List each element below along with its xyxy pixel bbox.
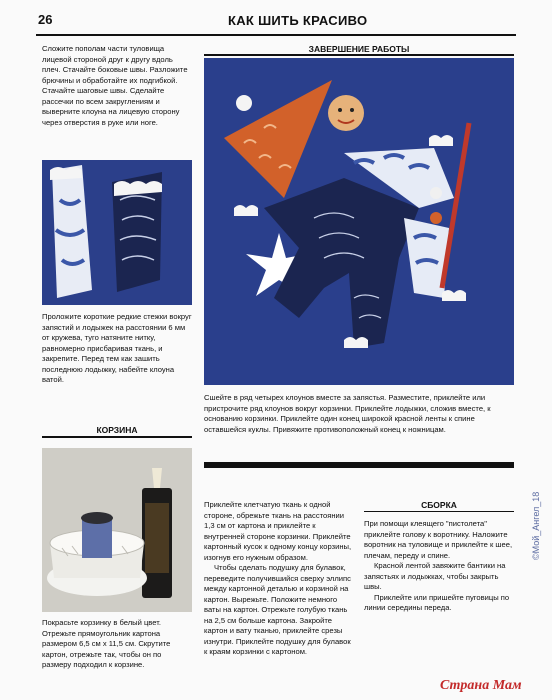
- sborka-paragraph-3: Приклейте или пришейте пуговицы по линии середины переда.: [364, 592, 510, 612]
- cushion-paragraph-2: Чтобы сделать подушку для булавок, переведите получившийся сверху эллипс между картонной деталью и корзиной на картон. Вырежьте. Положите немного ваты на картон. Отрежьте голубую ткань на 2,5 см больше картона. Закройте картон и вату тканью, приклейте срезы изнутри. Приклейте подушку для булавок к краям корзинки с картоном.: [204, 563, 351, 656]
- cushion-text: [204, 500, 354, 658]
- page-number: 26: [38, 12, 53, 27]
- finish-paragraph: Сшейте в ряд четырех клоунов вместе за запястья. Разместите, приклейте или пристрочите ряд клоунов вокруг корзинки. Приклейте лодыжки, сложив вместе, к основанию корзинки. Приклейте один конец широкой красной ленты к спине оставшейся куклы. Привяжите противоположный конец к ножницам.: [204, 393, 491, 434]
- sborka-heading: СБОРКА: [421, 500, 457, 510]
- corner-watermark: Страна Мам: [440, 678, 522, 693]
- finish-heading: ЗАВЕРШЕНИЕ РАБОТЫ: [308, 44, 410, 54]
- stitch-paragraph: Проложите короткие редкие стежки вокруг запястий и лодыжек на расстоянии 6 мм от кружева, туго натяните нитку, равномерно присбаривая ткань, и закрепите. Перед тем как зашить последнюю лодыжку, набейте клоуна ватой.: [42, 312, 192, 384]
- sborka-paragraph-1: При помощи клеящего "пистолета" приклейте голову к воротнику. Наложите воротник на туловище и приклейте к шее, плечам, переду и спине.: [364, 519, 513, 560]
- sleeves-photo: [42, 160, 192, 305]
- basket-photo: [42, 448, 192, 612]
- sborka-text: [364, 519, 514, 614]
- cushion-paragraph-1: Приклейте клетчатую ткань к одной стороне, обрежьте ткань на расстоянии 1,3 см от картона и приклейте к внутренней стороне корзинки. Приклейте картонный кусок к одному концу корзины, изогнув его нужным образом.: [204, 500, 352, 562]
- basket-heading: КОРЗИНА: [96, 425, 138, 435]
- intro-paragraph: Сложите пополам части туловища лицевой стороной друг к другу вдоль плеч. Стачайте боковые швы. Разложите брючины и обработайте их подгибкой. Стачайте шаговые швы. Сделайте рассечки по всем закруглениям и выверните клоуна на лицевую сторону через отверстия в руке или ноге.: [42, 44, 188, 127]
- clown-photo: [204, 58, 514, 385]
- header-rule: [36, 34, 516, 36]
- section-divider: [204, 462, 514, 468]
- side-watermark: ©Мой_Ангел_18: [531, 491, 541, 560]
- basket-heading-rule: [42, 436, 192, 438]
- basket-caption: Покрасьте корзинку в белый цвет. Отрежьте прямоугольник картона размером 6,5 см х 11,5 см. Скрутите картон, отрежьте так, чтобы он по размеру подходил к корзине.: [42, 618, 171, 669]
- sborka-paragraph-2: Красной лентой завяжите бантики на запястьях и лодыжках, чтобы закрыть швы.: [364, 561, 506, 591]
- sborka-heading-rule: [364, 511, 514, 512]
- running-title: КАК ШИТЬ КРАСИВО: [228, 13, 368, 28]
- finish-heading-rule: [204, 54, 514, 56]
